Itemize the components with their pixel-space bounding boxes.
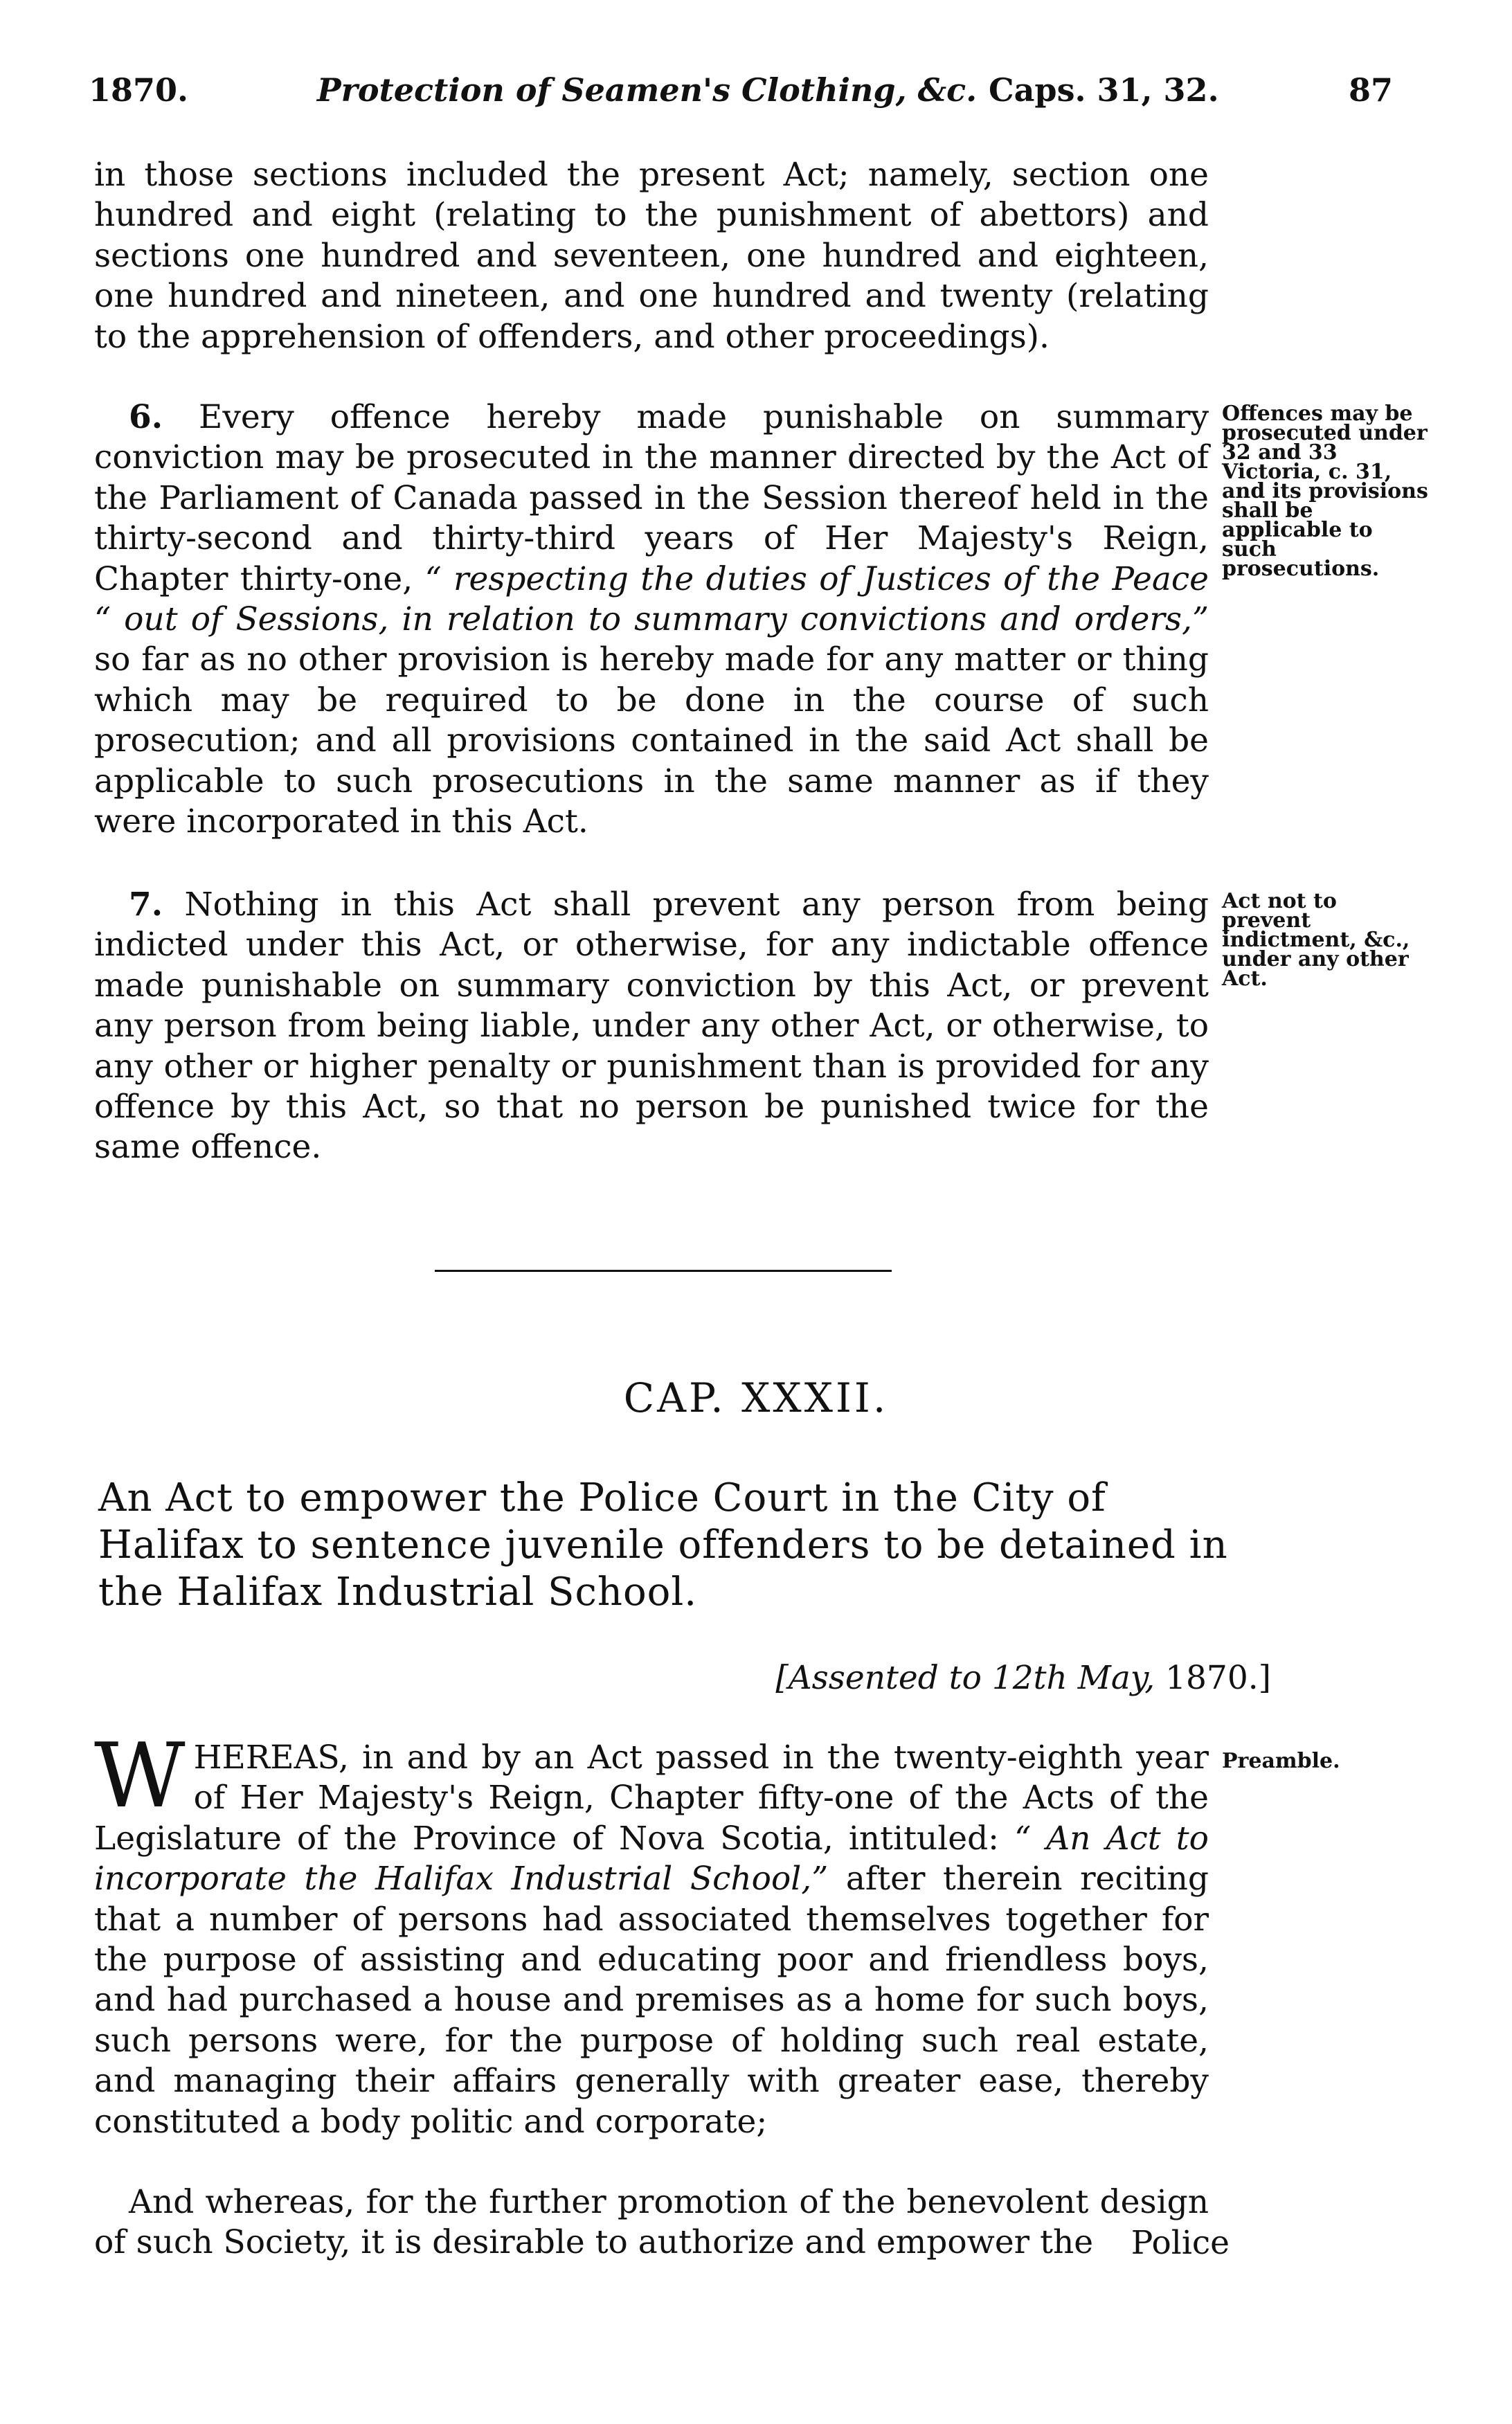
continuation-text: in those sections included the present Act; namely, section one hundred and eight (relating to the punishment of abettors) and sections one hundred and seventeen, one hundred and eighteen, one hundred and nineteen, and one hundred and twenty (relating to the apprehension of offenders, and other proceedings). <box>94 156 1209 356</box>
preamble <box>94 1725 1209 2142</box>
section-7 <box>94 885 1209 1168</box>
margin-note-preamble: Preamble. <box>1222 1749 1340 1773</box>
section-6-text-a: Every offence hereby made punishable on summary conviction may be prosecuted in the manner directed by the Act of the Parliament of Canada passed in the Session thereof held in the thirty-second and thirty-third years of Her Majesty's Reign, Chapter thirty-one, <box>94 398 1209 598</box>
section-6-text-b: so far as no other provision is hereby made for any matter or thing which may be required to be done in the course of such prosecution; and all provisions contained in the said Act shall be applicable to such prosecutions in the same manner as if they were incorporated in this Act. <box>94 640 1209 841</box>
header-chapters: Caps. 31, 32. <box>989 71 1219 109</box>
assent-date-italic: [Assented to 12th May, <box>775 1659 1155 1697</box>
assent-date-year: 1870.] <box>1165 1659 1271 1697</box>
preamble-text-a: HEREAS, in and by an Act passed in the twenty-eighth year of Her Majesty's Reign, Chapter fifty-one of the Acts of the Legislature of the Province of Nova Scotia, intituled: <box>94 1739 1209 1858</box>
section-6-paragraph <box>94 397 1209 842</box>
section-divider <box>435 1270 892 1272</box>
page-number: 87 <box>1349 71 1394 109</box>
continuation-paragraph <box>94 155 1209 357</box>
drop-cap: W <box>94 1725 186 1828</box>
section-7-text: Nothing in this Act shall prevent any person from being indicted under this Act, or otherwise, for any indictable offence made punishable on summary conviction by this Act, or prevent any person from being liable, under any other Act, or otherwise, to any other or higher penalty or punishment than is provided for any offence by this Act, so that no person be punished twice for the same offence. <box>94 886 1209 1167</box>
act-long-title: An Act to empower the Police Court in the City of Halifax to sentence juvenile offenders to be detained in the Halifax Industrial School. <box>98 1475 1228 1615</box>
preamble-text-b: after therein reciting that a number of persons had associated themselves together for the purpose of assisting and educating poor and friendless boys, and had purchased a house and premises as a home for such boys, such persons were, for the purpose of holding such real estate, and managing their affairs generally with greater ease, thereby constituted a body politic and corporate; <box>94 1860 1209 2141</box>
section-6-act-title: “ respecting the duties of Justices of the Peace “ out of Sessions, in relation to summary convictions and orders,” <box>94 559 1209 639</box>
section-7-paragraph <box>94 885 1209 1168</box>
header-year: 1870. <box>89 71 189 109</box>
margin-note-section-7: Act not to prevent indictment, &c., under any other Act. <box>1222 889 1410 991</box>
margin-note-section-6: Offences may be prosecuted under 32 and 33 Victoria, c. 31, and its provisions shall be applicable to such prosecutions. <box>1222 402 1428 581</box>
assent-date <box>759 1659 1271 1697</box>
catchword: Police <box>1131 2224 1230 2262</box>
chapter-title: CAP. XXXII. <box>623 1374 889 1421</box>
section-6-number: 6. <box>129 398 163 436</box>
section-6 <box>94 397 1209 842</box>
header-title: Protection of Seamen's Clothing, &c. <box>317 71 978 109</box>
preamble-paragraph <box>94 1725 1209 2142</box>
preamble-act-title: “ An Act to incorporate the Halifax Industrial School,” <box>94 1819 1209 1898</box>
whereas-text: And whereas, for the further promotion of the benevolent design of such Society, it is desirable to authorize and empower the <box>94 2183 1209 2262</box>
section-7-number: 7. <box>129 886 163 924</box>
